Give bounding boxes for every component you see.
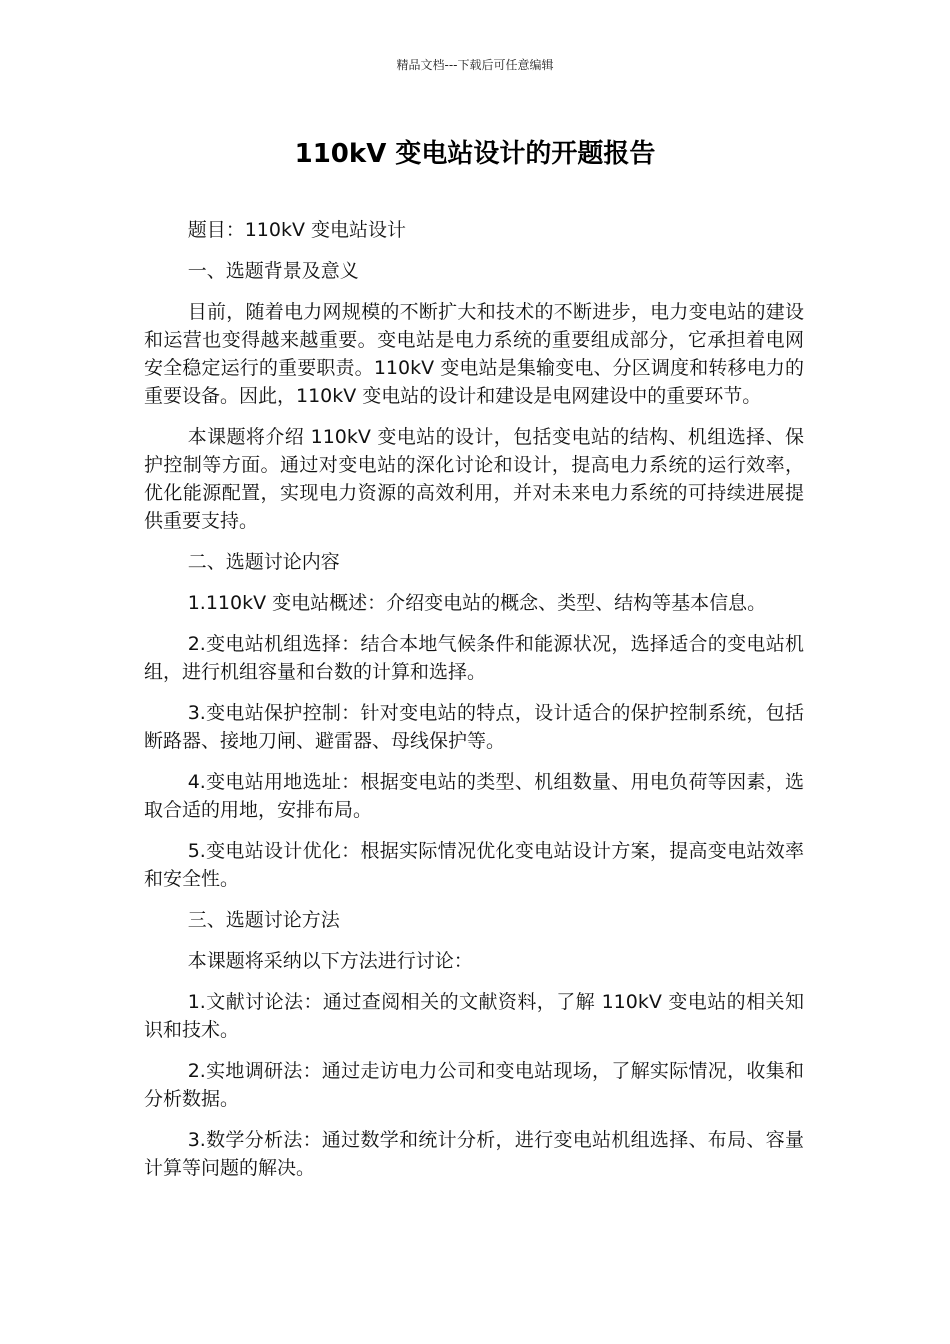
content-item-5: 5.变电站设计优化：根据实际情况优化变电站设计方案，提高变电站效率和安全性。 (144, 840, 804, 890)
method-item-1: 1.文献讨论法：通过查阅相关的文献资料，了解 110kV 变电站的相关知识和技术。 (144, 991, 804, 1041)
method-item-2: 2.实地调研法：通过走访电力公司和变电站现场，了解实际情况，收集和分析数据。 (144, 1060, 804, 1110)
content-item-3: 3.变电站保护控制：针对变电站的特点，设计适合的保护控制系统，包括断路器、接地刀闸、避雷器、母线保护等。 (144, 702, 804, 752)
section-heading-content: 二、选题讨论内容 (187, 551, 340, 573)
paragraph-topic: 题目：110kV 变电站设计 (187, 219, 406, 241)
content-item-1: 1.110kV 变电站概述：介绍变电站的概念、类型、结构等基本信息。 (187, 592, 767, 614)
section-heading-background: 一、选题背景及意义 (187, 260, 359, 282)
paragraph-background-1: 目前，随着电力网规模的不断扩大和技术的不断进步，电力变电站的建设和运营也变得越来越重要。变电站是电力系统的重要组成部分，它承担着电网安全稳定运行的重要职责。110kV 变电站是集输变电、分区调度和转移电力的重要设备。因此，110kV 变电站的设计和建设是电网建设中的重要环节。 (144, 301, 804, 407)
content-item-2: 2.变电站机组选择：结合本地气候条件和能源状况，选择适合的变电站机组，进行机组容量和台数的计算和选择。 (144, 633, 804, 683)
paragraph-background-2: 本课题将介绍 110kV 变电站的设计，包括变电站的结构、机组选择、保护控制等方面。通过对变电站的深化讨论和设计，提高电力系统的运行效率，优化能源配置，实现电力资源的高效利用，并对未来电力系统的可持续进展提供重要支持。 (144, 426, 804, 532)
section-heading-methods: 三、选题讨论方法 (187, 909, 340, 931)
document-title: 110kV 变电站设计的开题报告 (294, 139, 656, 169)
document-body (144, 216, 804, 1195)
methods-intro: 本课题将采纳以下方法进行讨论： (187, 950, 473, 972)
header-note: 精品文档---下载后可任意编辑 (396, 58, 554, 72)
method-item-3: 3.数学分析法：通过数学和统计分析，进行变电站机组选择、布局、容量计算等问题的解决。 (144, 1129, 804, 1179)
content-item-4: 4.变电站用地选址：根据变电站的类型、机组数量、用电负荷等因素，选取合适的用地，安排布局。 (144, 771, 804, 821)
